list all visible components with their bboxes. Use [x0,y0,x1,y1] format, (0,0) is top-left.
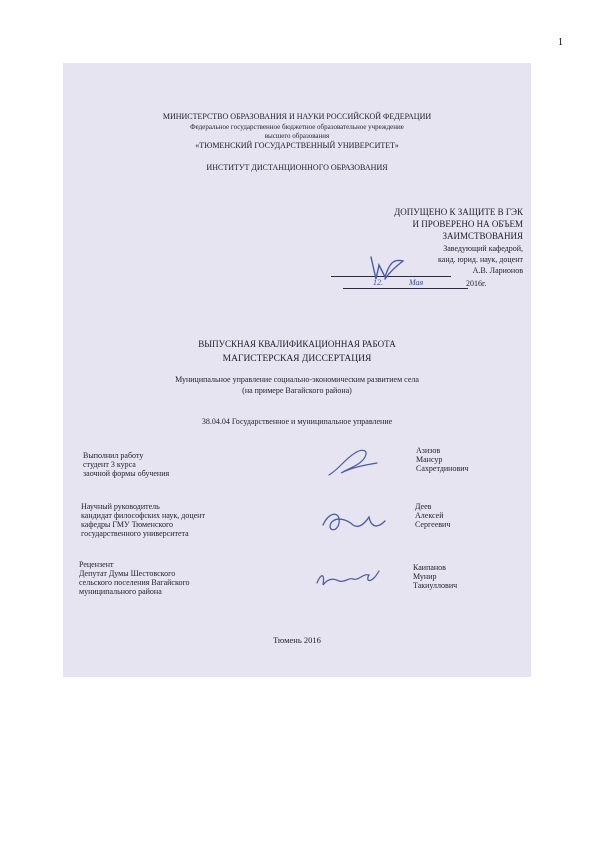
supervisor-name: Деев Алексей Сергеевич [415,502,451,529]
specialty: 38.04.04 Государственное и муниципальное управление [201,417,393,426]
approval-head-name: А.В. Ларионов [472,266,523,275]
student-name: Азизов Мансур Сахретдинович [416,446,469,473]
approval-date-line [343,288,468,289]
work-title-line-2: (на примере Вагайского района) [242,386,352,395]
approval-date-day: 12. [373,278,383,287]
approval-line-1: ДОПУЩЕНО К ЗАЩИТЕ В ГЭК [394,207,523,217]
agency-line: Федеральное государственное бюджетное образовательное учреждение [190,123,404,131]
approval-date-year: 2016г. [466,279,487,288]
university-name: «ТЮМЕНСКИЙ ГОСУДАРСТВЕННЫЙ УНИВЕРСИТЕТ» [195,141,399,150]
approval-date-month: Мая [409,278,424,287]
student-signature [325,445,381,481]
supervisor-signature [319,503,389,539]
city-year: Тюмень 2016 [273,635,321,645]
approval-head-degree: канд. юрид. наук, доцент [438,255,523,264]
supervisor-role: Научный руководитель кандидат философских наук, доцент кафедры ГМУ Тюменского государственного университета [81,502,205,538]
reviewer-role: Рецензент Депутат Думы Шестовского сельского поселения Вагайского муниципального района [79,560,190,596]
approval-head-title: Заведующий кафедрой, [443,244,523,253]
ministry-line: МИНИСТЕРСТВО ОБРАЗОВАНИЯ И НАУКИ РОССИЙСКОЙ ФЕДЕРАЦИИ [162,112,432,121]
work-title-line-1: Муниципальное управление социально-экономическим развитием села [175,375,419,384]
page-number: 1 [558,37,563,48]
approval-line-3: ЗАИМСТВОВАНИЯ [442,231,523,241]
approval-line-2: И ПРОВЕРЕНО НА ОБЪЕМ [412,219,523,229]
reviewer-name: Каипанов Мунир Такиуллович [413,563,458,590]
work-subtype: МАГИСТЕРСКАЯ ДИССЕРТАЦИЯ [222,354,372,364]
institute-name: ИНСТИТУТ ДИСТАНЦИОННОГО ОБРАЗОВАНИЯ [206,163,388,172]
education-line: высшего образования [264,132,330,140]
work-type: ВЫПУСКНАЯ КВАЛИФИКАЦИОННАЯ РАБОТА [198,339,396,349]
scanned-title-page [63,63,531,677]
approval-signature [365,251,411,285]
student-role: Выполнил работу студент 3 курса заочной формы обучения [83,451,170,478]
reviewer-signature [313,563,383,593]
